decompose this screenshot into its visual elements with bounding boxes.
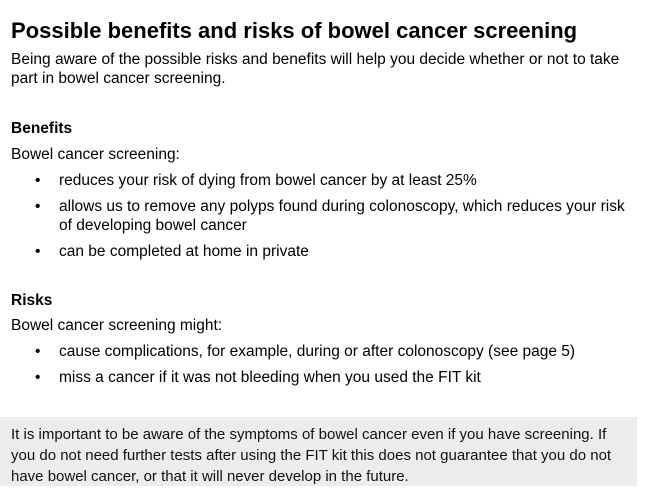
bullet-icon: • bbox=[35, 369, 41, 386]
page-title: Possible benefits and risks of bowel cancer screening bbox=[11, 18, 578, 43]
benefits-item-text: reduces your risk of dying from bowel cancer by at least 25% bbox=[59, 172, 477, 189]
risks-item-text: cause complications, for example, during or after colonoscopy (see page 5) bbox=[59, 343, 576, 360]
risks-lead: Bowel cancer screening might: bbox=[11, 317, 223, 334]
benefits-item-text: can be completed at home in private bbox=[59, 243, 309, 260]
benefits-lead: Bowel cancer screening: bbox=[11, 146, 180, 163]
bullet-icon: • bbox=[35, 343, 41, 360]
benefits-list-item bbox=[0, 197, 657, 235]
risks-item-text: miss a cancer if it was not bleeding when you used the FIT kit bbox=[59, 369, 481, 386]
risks-heading: Risks bbox=[11, 292, 53, 309]
benefits-heading: Benefits bbox=[11, 120, 73, 137]
bullet-icon: • bbox=[35, 172, 41, 189]
benefits-list-item bbox=[0, 242, 657, 261]
risks-list bbox=[0, 342, 657, 394]
callout-box bbox=[0, 417, 637, 486]
benefits-item-text: allows us to remove any polyps found during colonoscopy, which reduces your risk of developing bowel cancer bbox=[59, 198, 625, 234]
intro-paragraph: Being aware of the possible risks and benefits will help you decide whether or not to take part in bowel cancer screening. bbox=[11, 51, 620, 87]
bullet-icon: • bbox=[35, 243, 41, 260]
risks-list-item bbox=[0, 342, 657, 361]
risks-list-item bbox=[0, 368, 657, 387]
bullet-icon: • bbox=[35, 198, 41, 215]
callout-text: It is important to be aware of the symptoms of bowel cancer even if you have screening. If you do not need further tests after using the FIT kit this does not guarantee that you do not have bowel cancer, or that it will never develop in the future. bbox=[11, 426, 612, 485]
benefits-list bbox=[0, 171, 657, 268]
benefits-list-item bbox=[0, 171, 657, 190]
